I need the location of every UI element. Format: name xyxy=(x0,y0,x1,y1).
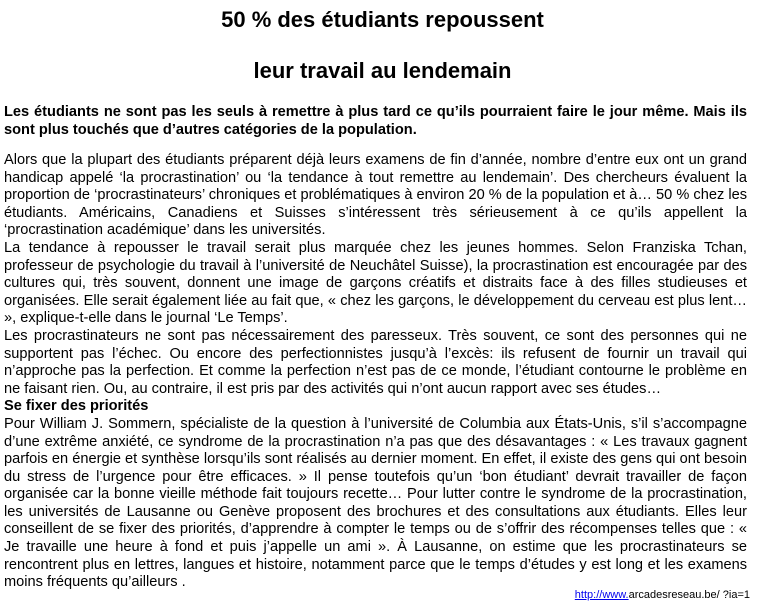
source-url-rest: arcadesreseau.be/ ?ia=1 xyxy=(628,589,750,601)
subheading-priorities: Se fixer des priorités xyxy=(4,398,149,415)
source-link[interactable]: http://www. xyxy=(574,589,629,601)
paragraph-perfectionists: Les procrastinateurs ne sont pas nécessairement des paresseux. Très souvent, ce sont des personnes qui ne supportent pas l’échec. Ou encore des perfectionnistes jusqu’à l’excès: ils refusent de fournir un travail qui n’approche pas la perfection. Et comme la perfection n’est pas de ce monde, l’étudiant contourne le problème en ne faisant rien. Ou, au contraire, il est pris par des activités qui n’ont aucun rapport avec ses études… xyxy=(4,327,747,397)
source-line xyxy=(575,589,750,602)
paragraph-sommern: Pour William J. Sommern, spécialiste de la question à l’université de Columbia aux États-Unis, s’il s’accompagne d’une extrême anxiété, ce syndrome de la procrastination n’a pas que des désavantages : « Les travaux gagnent parfois en énergie et synthèse lorsqu’ils sont réalisés au dernier moment. En effet, il existe des gens qui ont besoin du stress de l’urgence pour être efficaces. » Il pense toutefois qu’un ‘bon étudiant’ devrait travailler de façon organisée car la bonne vieille méthode fait toujours recette… Pour lutter contre le syndrome de la procrastination, les universités de Lausanne ou Genève proposent des brochures et des consultations aux étudiants. Elles leur conseillent de se fixer des priorités, d’apprendre à compter le temps ou de s’offrir des récompenses telles que : « Je travaille une heure à fond et puis j’appelle un ami ». À Lausanne, on estime que les procrastinateurs se rencontrent plus en lettres, langues et histoire, notamment parce que le temps d’études y est long et les examens moins fréquents qu’ailleurs . xyxy=(4,415,747,591)
article-title-line-2: leur travail au lendemain xyxy=(253,58,512,83)
article-title-line-1: 50 % des étudiants repoussent xyxy=(221,7,544,32)
paragraph-procrastination-intro: Alors que la plupart des étudiants préparent déjà leurs examens de fin d’année, nombre d’entre eux ont un grand handicap appelé ‘la procrastination’ ou ‘la tendance à tout remettre au lendemain’. Des chercheurs évaluent la proportion de ‘procrastinateurs’ chroniques et problématiques à environ 20 % de la population et à… 50 % chez les étudiants. Américains, Canadiens et Suisses s’intéressent très sérieusement à ce qu’ils appellent la ‘procrastination académique’ dans les universités. xyxy=(4,152,747,239)
article-lead: Les étudiants ne sont pas les seuls à remettre à plus tard ce qu’ils pourraient faire le jour même. Mais ils sont plus touchés que d’autres catégories de la population. xyxy=(4,104,747,138)
paragraph-young-men: La tendance à repousser le travail serait plus marquée chez les jeunes hommes. Selon Franziska Tchan, professeur de psychologie du travail à l’université de Neuchâtel Suisse), la procrastination est encouragée par des cultures qui, très souvent, donnent une image de garçons créatifs et distraits face à des filles studieuses et organisées. Elle serait également liée au fait que, « chez les garçons, le développement du cerveau est plus lent… », explique-t-elle dans le journal ‘Le Temps’. xyxy=(4,239,747,327)
article-body xyxy=(4,152,747,592)
